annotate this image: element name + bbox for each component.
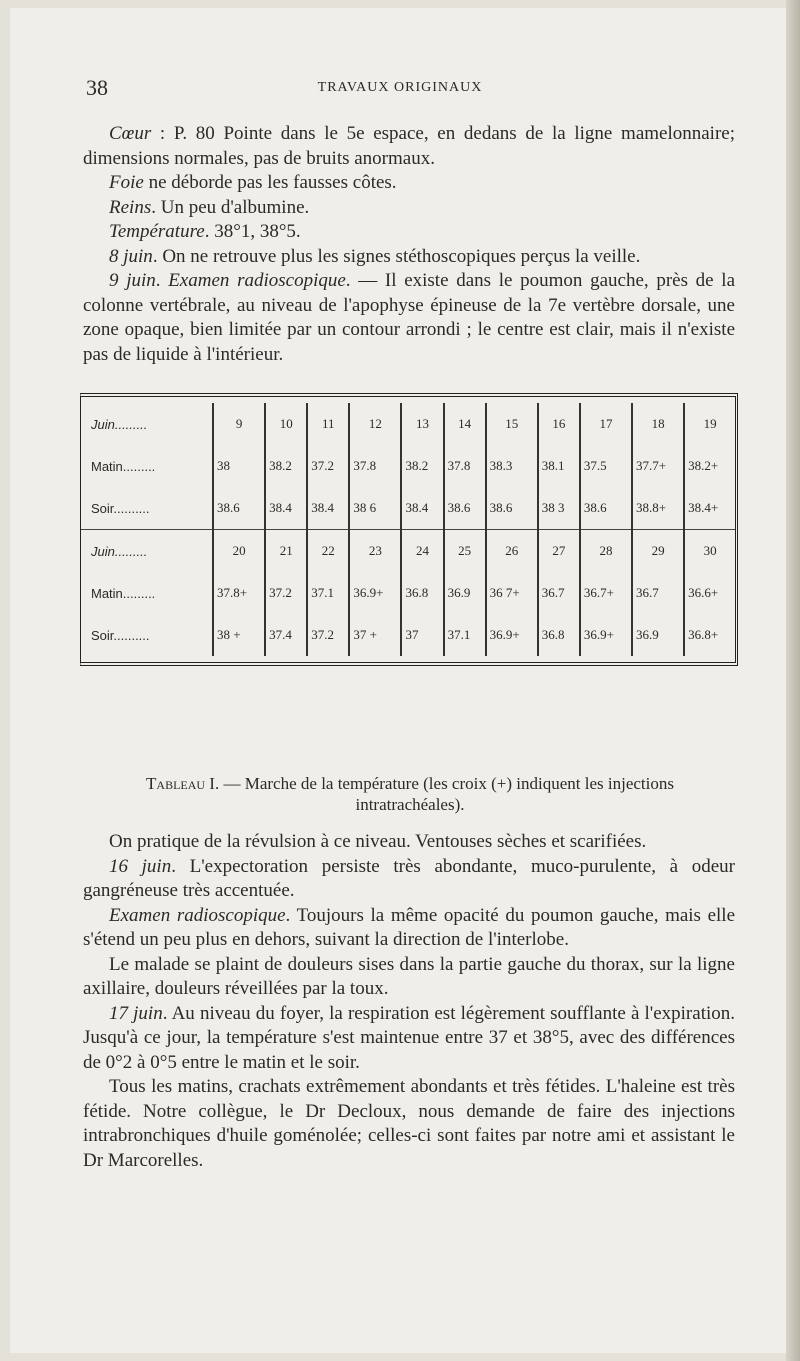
table-cell: 38.6 — [444, 487, 486, 530]
paragraph-17-juin — [83, 1002, 735, 1076]
top-text-block — [83, 122, 735, 367]
table-cell: 38.4+ — [684, 487, 735, 530]
table-cell: 38.4 — [307, 487, 349, 530]
table-cell: 37.2 — [265, 572, 307, 614]
table-cell: 10 — [265, 403, 307, 445]
table-cell: 23 — [349, 530, 401, 573]
paragraph-crachats: Tous les matins, crachats extrêmement abondants et très fétides. L'haleine est très fétide. Notre collègue, le Dr Decloux, nous demande de faire des injections intrabronchiques d'huile goménolée; celles-ci sont faites par notre ami et assistant le Dr Marcorelles. — [83, 1076, 735, 1171]
table-cell: 38 + — [213, 614, 265, 656]
row-label: Soir.......... — [91, 500, 150, 516]
table-cell: 37.1 — [444, 614, 486, 656]
table-cell: 12 — [349, 403, 401, 445]
paragraph-8-juin — [83, 245, 735, 270]
running-title: TRAVAUX ORIGINAUX — [317, 80, 483, 95]
page-number: 38 — [86, 75, 108, 100]
table-cell: 38.4 — [401, 487, 443, 530]
table-row — [81, 403, 735, 445]
table-cell: 38 — [213, 445, 265, 487]
paragraph-revulsion: On pratique de la révulsion à ce niveau. Ventouses sèches et scarifiées. — [109, 831, 647, 852]
table-cell: 22 — [307, 530, 349, 573]
temperature-grid — [81, 403, 735, 656]
table-cell: 37.5 — [580, 445, 632, 487]
table-cell: 38 3 — [538, 487, 580, 530]
table-cell: 36 7+ — [486, 572, 538, 614]
text-16-juin: . L'expectoration persiste très abondante, muco-purulente, à odeur gangréneuse très accentuée. — [83, 855, 735, 901]
term-temperature: Température — [109, 221, 205, 242]
sep-9-juin: . — [155, 270, 169, 291]
table-cell: 36.7 — [632, 572, 684, 614]
paragraph-coeur — [83, 122, 735, 171]
paragraph-foie — [83, 171, 735, 196]
table-cell: 15 — [486, 403, 538, 445]
table-cell: 38.8+ — [632, 487, 684, 530]
table-cell: 38 6 — [349, 487, 401, 530]
table-cell: 29 — [632, 530, 684, 573]
text-9-juin: . — Il existe dans le poumon gauche, près de la colonne vertébrale, au niveau de l'apophyse épineuse de la 7e vertèbre dorsale, une zone opaque, bien limitée par un contour arrondi ; le centre est clair, mais il n'existe pas de liquide à l'intérieur. — [83, 270, 735, 365]
text-examen-2: . Toujours la même opacité du poumon gauche, mais elle s'étend un peu plus en dehors, suivant la direction de l'interlobe. — [83, 904, 736, 950]
table-cell: 36.8 — [538, 614, 580, 656]
table-row — [81, 614, 735, 656]
table-cell: 25 — [444, 530, 486, 573]
term-coeur: Cœur — [109, 123, 152, 144]
text-8-juin: . On ne retrouve plus les signes stéthoscopiques perçus la veille. — [152, 245, 641, 267]
table-cell: 9 — [213, 403, 265, 445]
table-cell: 27 — [538, 530, 580, 573]
table-cell: 37.8 — [349, 445, 401, 487]
table-cell: 37.8 — [444, 445, 486, 487]
term-8-juin: 8 juin — [109, 245, 153, 267]
table-cell: 38.6 — [213, 487, 265, 530]
table-cell: 36.8 — [401, 572, 443, 614]
table-cell: 17 — [580, 403, 632, 445]
table-caption — [110, 773, 710, 815]
text-temperature: . 38°1, 38°5. — [204, 221, 301, 242]
table-cell: 38.2 — [265, 445, 307, 487]
table-cell: 14 — [444, 403, 486, 445]
temperature-table — [80, 393, 738, 666]
table-cell: 38.2+ — [684, 445, 735, 487]
term-examen-radioscopique: Examen radioscopique — [168, 270, 346, 291]
book-spine-edge — [786, 0, 800, 1361]
text-reins: . Un peu d'albumine. — [151, 196, 310, 218]
table-cell: 37.2 — [307, 445, 349, 487]
term-16-juin: 16 juin — [109, 855, 172, 877]
term-foie: Foie — [109, 172, 144, 193]
table-cell: 13 — [401, 403, 443, 445]
caption-text: — Marche de la température (les croix (+) indiquent les injections intratrachéales). — [219, 774, 674, 814]
paragraph-examen-2 — [83, 904, 735, 953]
table-cell: 36.9 — [444, 572, 486, 614]
table-cell: 28 — [580, 530, 632, 573]
paragraph-16-juin — [83, 855, 735, 904]
table-cell: 36.9+ — [486, 614, 538, 656]
row-label: Juin......... — [81, 530, 213, 573]
table-cell: 36.9 — [632, 614, 684, 656]
table-cell: 37.1 — [307, 572, 349, 614]
table-row — [81, 445, 735, 487]
table-cell: 36.7 — [538, 572, 580, 614]
paragraph-reins — [83, 196, 735, 221]
table-cell: 37 + — [349, 614, 401, 656]
table-cell: 30 — [684, 530, 735, 573]
table-cell: 38.6 — [580, 487, 632, 530]
table-cell: 38.2 — [401, 445, 443, 487]
table-row — [81, 530, 735, 573]
paragraph-temperature — [83, 220, 735, 245]
text-foie: ne déborde pas les fausses côtes. — [143, 172, 397, 193]
row-label: Matin......... — [91, 458, 156, 474]
table-cell: 38.1 — [538, 445, 580, 487]
table-row — [81, 572, 735, 614]
table-cell: 19 — [684, 403, 735, 445]
row-label: Matin......... — [91, 585, 156, 601]
term-examen-2: Examen radioscopique — [109, 904, 286, 926]
table-cell: 38.6 — [486, 487, 538, 530]
table-cell: 11 — [307, 403, 349, 445]
table-cell: 37.8+ — [213, 572, 265, 614]
table-row — [81, 487, 735, 530]
row-label: Soir.......... — [91, 627, 150, 643]
table-cell: 24 — [401, 530, 443, 573]
table-cell: 38.3 — [486, 445, 538, 487]
table-cell: 36.8+ — [684, 614, 735, 656]
caption-label: Tableau I. — [146, 774, 220, 793]
table-cell: 37.4 — [265, 614, 307, 656]
table-cell: 38.4 — [265, 487, 307, 530]
table-cell: 37.2 — [307, 614, 349, 656]
paragraph-douleurs: Le malade se plaint de douleurs sises dans la partie gauche du thorax, sur la ligne axillaire, douleurs réveillées par la toux. — [83, 953, 735, 999]
table-cell: 16 — [538, 403, 580, 445]
table-cell: 36.6+ — [684, 572, 735, 614]
term-9-juin: 9 juin — [109, 270, 156, 291]
table-cell: 18 — [632, 403, 684, 445]
paragraph-9-juin — [83, 269, 735, 367]
table-cell: 20 — [213, 530, 265, 573]
table-cell: 36.9+ — [580, 614, 632, 656]
term-reins: Reins — [109, 196, 152, 218]
term-17-juin: 17 juin — [109, 1002, 163, 1024]
table-cell: 21 — [265, 530, 307, 573]
table-cell: 36.7+ — [580, 572, 632, 614]
table-cell: 36.9+ — [349, 572, 401, 614]
text-17-juin: . Au niveau du foyer, la respiration est légèrement soufflante à l'expiration. Jusqu'à ce jour, la température s'est maintenue entre 37 et 38°5, avec des différences de 0°2 à 0°5 entre le matin et le soir. — [83, 1002, 736, 1073]
table-cell: 37 — [401, 614, 443, 656]
table-cell: 26 — [486, 530, 538, 573]
text-coeur: : P. 80 Pointe dans le 5e espace, en dedans de la ligne mamelonnaire; dimensions normales, pas de bruits anormaux. — [83, 123, 735, 169]
bottom-text-block — [83, 830, 735, 1173]
table-cell: 37.7+ — [632, 445, 684, 487]
row-label: Juin......... — [91, 416, 148, 432]
